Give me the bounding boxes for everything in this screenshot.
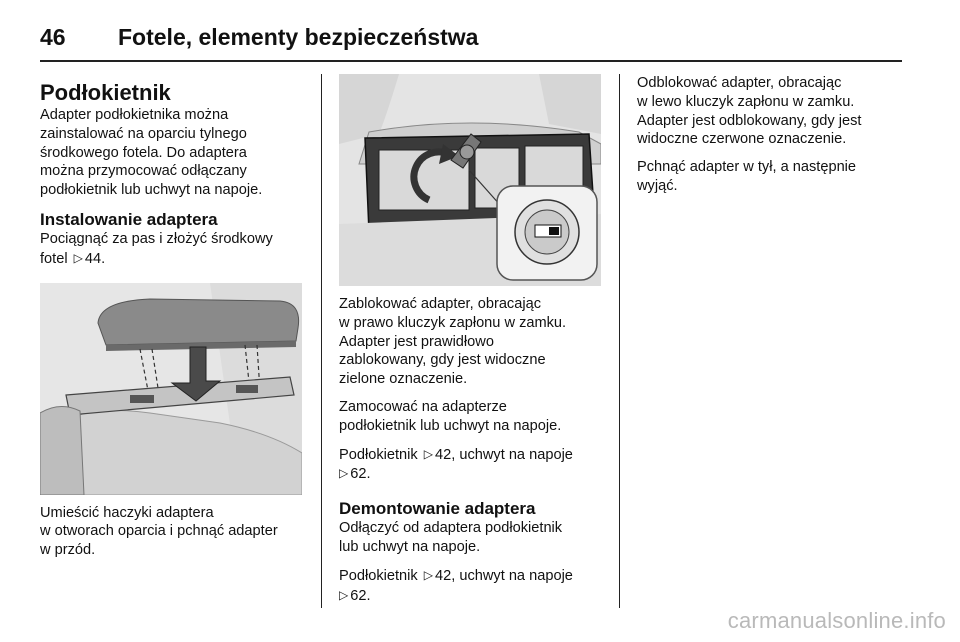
text-line: Adapter podłokietnika można <box>40 107 229 123</box>
subsection-heading: Demontowanie adaptera <box>339 499 536 519</box>
text-line: Adapter jest prawidłowo <box>339 333 494 350</box>
reference-paragraph <box>339 566 604 606</box>
text-line: zablokowany, gdy jest widoczne <box>339 352 546 369</box>
text-line: Zablokować adapter, obracając <box>339 296 542 312</box>
text-line: Adapter jest odblokowany, gdy jest <box>637 112 862 129</box>
page-reference[interactable]: 42, uchwyt na napoje <box>435 567 573 584</box>
triangle-right-icon: ▷ <box>339 466 349 481</box>
page-reference[interactable]: 62. <box>350 587 371 604</box>
text-line: Podłokietnik <box>339 446 418 463</box>
text-line: środkowego fotela. Do adaptera <box>40 144 247 161</box>
figure-caption <box>40 504 305 560</box>
figure-adapter-lock <box>339 74 601 286</box>
figure-adapter-install <box>40 283 302 495</box>
column-divider <box>321 74 322 608</box>
text-line: Pociągnąć za pas i złożyć środkowy <box>40 230 273 247</box>
reference-paragraph <box>339 445 604 485</box>
triangle-right-icon: ▷ <box>423 567 433 582</box>
intro-paragraph <box>40 106 305 200</box>
text-line: w przód. <box>40 542 96 559</box>
subsection-heading: Instalowanie adaptera <box>40 209 218 229</box>
site-watermark: carmanualsonline.info <box>727 608 946 633</box>
text-line: w lewo kluczyk zapłonu w zamku. <box>637 93 855 110</box>
install-paragraph <box>40 230 305 269</box>
text-line: zainstalować na oparciu tylnego <box>40 125 247 142</box>
triangle-right-icon: ▷ <box>423 446 433 461</box>
text-line: Odłączyć od adaptera podłokietnik <box>339 520 563 537</box>
column-left <box>40 74 305 560</box>
text-line: w prawo kluczyk zapłonu w zamku. <box>339 314 567 331</box>
chapter-title: Fotele, elementy bezpieczeństwa <box>118 24 479 50</box>
page-header <box>40 18 902 60</box>
text-line: w otworach oparcia i pchnąć adapter <box>40 523 278 540</box>
text-line: podłokietnik lub uchwyt na napoje. <box>40 182 263 199</box>
text-line: podłokietnik lub uchwyt na napoje. <box>339 417 562 434</box>
adapter-lock-illustration <box>339 74 601 286</box>
text-line: można przymocować odłączany <box>40 163 247 180</box>
mount-paragraph <box>339 398 604 436</box>
text-line: zielone oznaczenie. <box>339 371 468 388</box>
text-line: Pchnąć adapter w tył, a następnie <box>637 159 857 176</box>
text-line: Umieścić haczyki adaptera <box>40 504 214 521</box>
text-line: lub uchwyt na napoje. <box>339 538 481 555</box>
page-reference[interactable]: 42, uchwyt na napoje <box>435 446 573 463</box>
column-middle <box>339 74 604 605</box>
text-line: Zamocować na adapterze <box>339 398 507 415</box>
remove-paragraph <box>339 519 604 557</box>
column-right <box>637 74 902 196</box>
header-divider <box>40 60 902 62</box>
adapter-install-illustration <box>40 283 302 495</box>
unlock-paragraph <box>637 74 902 149</box>
text-line: Odblokować adapter, obracając <box>637 75 842 91</box>
push-paragraph <box>637 158 902 196</box>
figure-caption <box>339 295 604 389</box>
triangle-right-icon: ▷ <box>339 587 349 602</box>
text-line: wyjąć. <box>637 177 678 194</box>
text-line: widoczne czerwone oznaczenie. <box>637 131 847 148</box>
page-number: 46 <box>40 24 66 50</box>
column-divider <box>619 74 620 608</box>
page-reference[interactable]: 44. <box>84 250 106 267</box>
triangle-right-icon: ▷ <box>73 250 83 265</box>
page-reference[interactable]: 62. <box>350 466 371 483</box>
text-line: Podłokietnik <box>339 567 418 584</box>
section-heading: Podłokietnik <box>40 80 171 105</box>
text-line: fotel <box>40 250 68 267</box>
